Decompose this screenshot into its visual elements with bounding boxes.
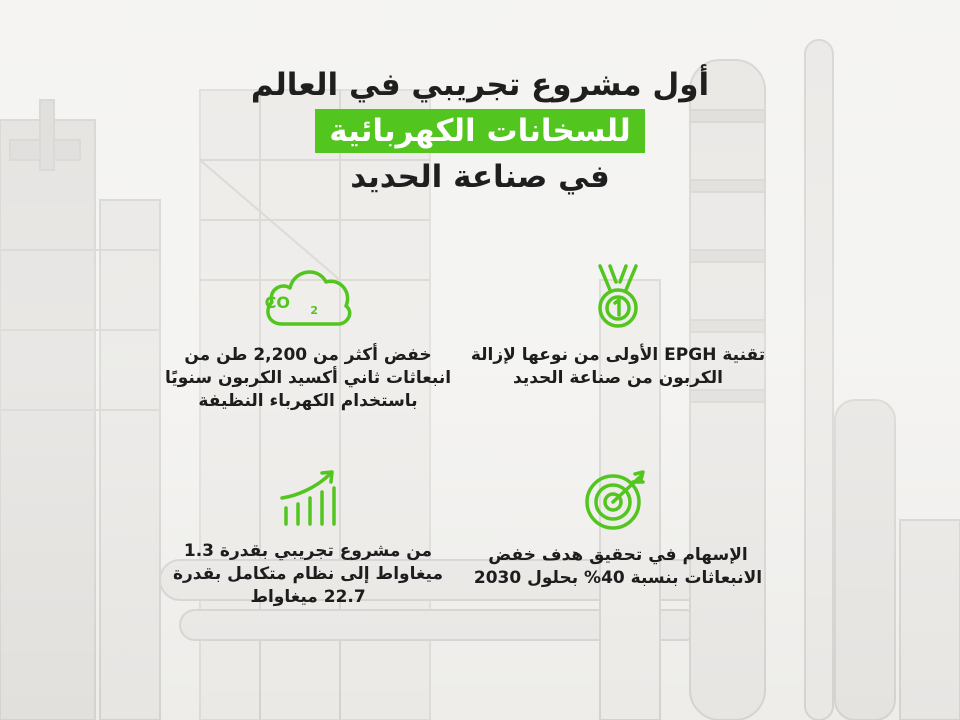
feature-text: من مشروع تجريبي بقدرة 1.3 ميغاواط إلى نظام متكامل بقدرة 22.7 ميغاواط	[172, 541, 444, 607]
growth-chart-icon	[276, 468, 340, 528]
svg-text:CO: CO	[264, 293, 290, 312]
medal-icon	[588, 262, 648, 332]
feature-epgh-technology	[468, 262, 768, 390]
feature-text: الإسهام في تحقيق هدف خفض الانبعاثات بنسبة 40% بحلول 2030	[473, 545, 763, 588]
title-line-1: أول مشروع تجريبي في العالم	[250, 67, 710, 103]
svg-text:2: 2	[310, 304, 318, 317]
feature-capacity-scaleup	[158, 468, 458, 609]
page-title	[0, 62, 960, 200]
title-highlight: للسخانات الكهربائية	[315, 109, 644, 153]
feature-text: تقنية EPGH الأولى من نوعها لإزالة الكربون من صناعة الحديد	[470, 345, 766, 388]
target-icon	[583, 468, 653, 532]
feature-text: خفض أكثر من 2,200 طن من انبعاثات ثاني أكسيد الكربون سنويًا باستخدام الكهرباء النظيفة	[164, 345, 452, 411]
title-line-3: في صناعة الحديد	[350, 159, 610, 195]
co2-cloud-icon	[260, 262, 356, 332]
feature-co2-reduction	[158, 262, 458, 413]
feature-emission-target	[468, 468, 768, 590]
